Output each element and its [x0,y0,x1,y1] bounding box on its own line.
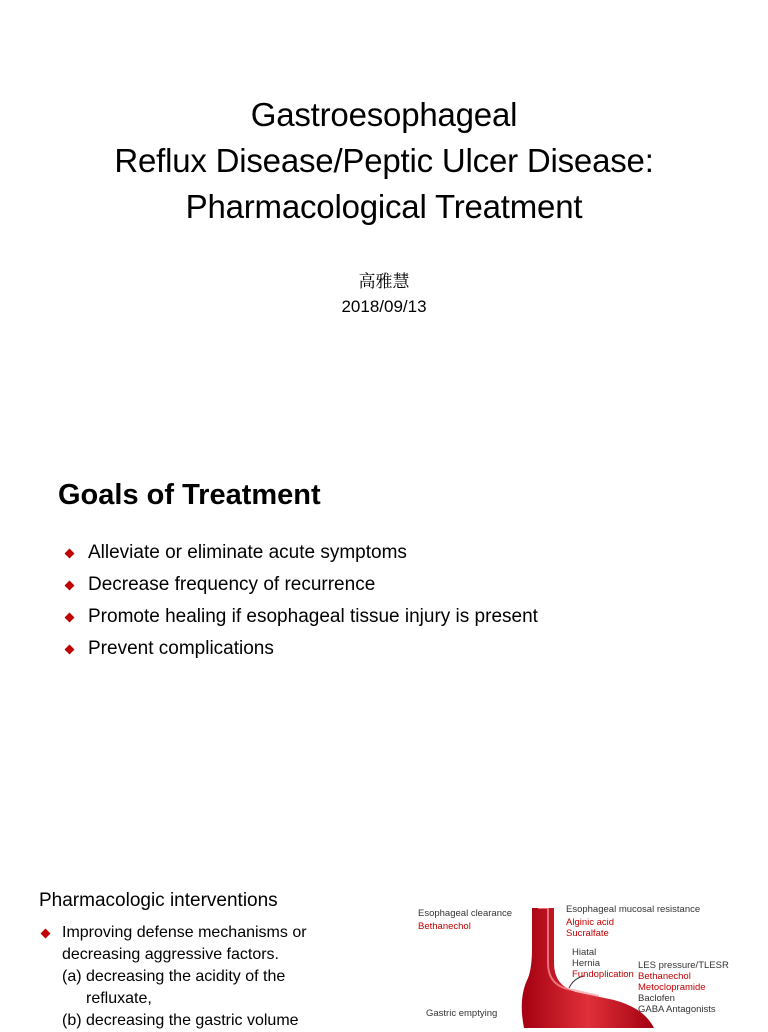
label-mucosal-resistance: Esophageal mucosal resistance [566,904,701,915]
list-item [40,922,360,1032]
title-slide [0,0,768,432]
diamond-bullet-icon [65,549,75,559]
interventions-slide [0,864,768,1029]
label-baclofen: Baclofen [638,993,675,1004]
label-gastric-emptying: Gastric emptying [426,1008,498,1019]
goals-list [64,538,538,666]
slide-heading: Goals of Treatment [58,479,321,511]
goals-slide [0,432,768,864]
sub-item-b [40,1010,360,1032]
label-esophageal-clearance: Esophageal clearance [418,908,513,919]
label-fundoplication: Fundoplication [572,969,634,980]
list-item [64,602,538,634]
list-item-text: Alleviate or eliminate acute symptoms [88,542,407,563]
list-item-text: Promote healing if esophageal tissue injury is present [88,606,538,627]
label-bethanechol: Bethanechol [418,921,471,932]
slide-heading: Pharmacologic interventions [39,890,278,911]
list-item-text: Decrease frequency of recurrence [88,574,376,595]
sub-item-a-line2: refluxate, [86,990,152,1007]
slide-title [0,92,768,230]
list-item [64,570,538,602]
diamond-bullet-icon [65,645,75,655]
title-line-3: Pharmacological Treatment [185,188,583,225]
list-item-text: Prevent complications [88,638,274,659]
gerd-diagram [414,904,744,1028]
title-line-1: Gastroesophageal [250,96,518,133]
label-les-pressure: LES pressure/TLESR [638,960,729,971]
presentation-date: 2018/09/13 [341,297,427,316]
list-item [64,538,538,570]
title-line-2: Reflux Disease/Peptic Ulcer Disease: [114,142,654,179]
list-item [64,634,538,666]
sub-item-b-line1: (b) decreasing the gastric volume [62,1012,299,1029]
author-name: 高雅慧 [358,272,410,292]
diamond-bullet-icon [65,581,75,591]
label-hernia: Hernia [572,958,600,969]
list-item-text: Improving defense mechanisms or decreasing aggressive factors. [62,924,307,963]
sub-item-a [40,966,360,1010]
label-sucralfate: Sucralfate [566,928,609,939]
label-alginic-acid: Alginic acid [566,917,615,928]
label-bethanechol-2: Bethanechol [638,971,691,982]
sub-item-a-line1: (a) decreasing the acidity of the [62,968,286,985]
label-hiatal: Hiatal [572,947,597,958]
diamond-bullet-icon [65,613,75,623]
label-metoclopramide: Metoclopramide [638,982,706,993]
label-gaba-antagonists: GABA Antagonists [638,1004,716,1015]
